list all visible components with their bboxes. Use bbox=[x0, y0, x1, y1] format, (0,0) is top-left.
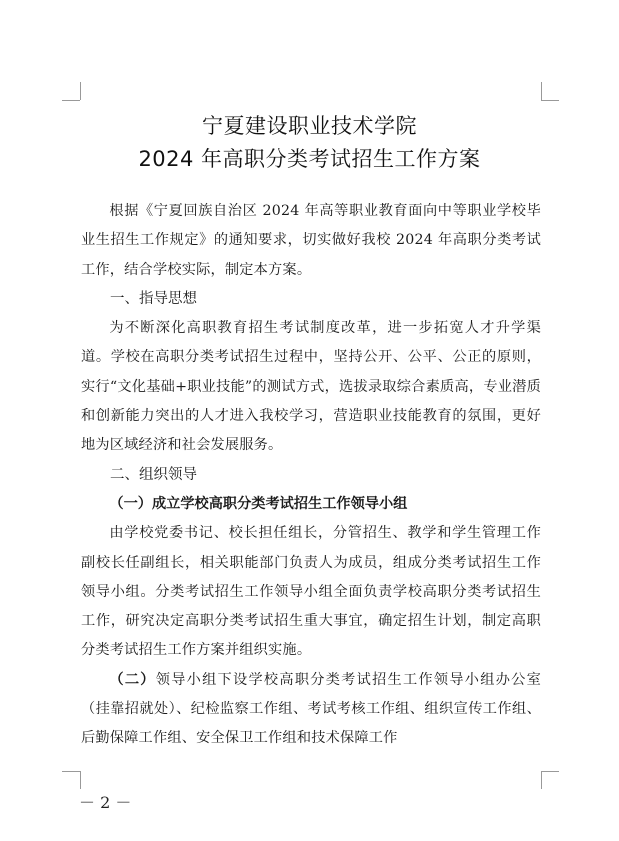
crop-mark-bottom-left-v bbox=[80, 771, 81, 789]
subsection-2-paragraph bbox=[81, 666, 541, 754]
document-subtitle: 2024 年高职分类考试招生工作方案 bbox=[138, 147, 481, 171]
section-heading-2: 二、组织领导 bbox=[110, 466, 197, 483]
crop-mark-top-right bbox=[541, 100, 559, 101]
section-1-paragraph: 为不断深化高职教育招生考试制度改革，进一步拓宽人才升学渠道。学校在高职分类考试招生过程中，坚持公开、公平、公正的原则，实行“文化基础+职业技能”的测试方式，选拔录取综合素质高，专业潜质和创新能力突出的人才进入我校学习，营造职业技能教育的氛围，更好地为区域经济和社会发展服务。 bbox=[81, 320, 541, 454]
subsection-heading-1: （一）成立学校高职分类考试招生工作领导小组 bbox=[109, 495, 408, 512]
crop-mark-top-left bbox=[62, 100, 80, 101]
subsection-2-text: 领导小组下设学校高职分类考试招生工作领导小组办公室（挂靠招就处）、纪检监察工作组、考试考核工作组、组织宣传工作组、后勤保障工作组、安全保卫工作组和技术保障工作 bbox=[81, 671, 541, 747]
document-body bbox=[81, 197, 541, 754]
crop-mark-top-left-v bbox=[80, 82, 81, 100]
crop-mark-bottom-right-v bbox=[541, 771, 542, 789]
section-heading-1: 一、指导思想 bbox=[110, 290, 197, 307]
subsection-2-label: （二） bbox=[109, 671, 156, 688]
document-title: 宁夏建设职业技术学院 bbox=[202, 114, 417, 138]
page-number: － 2 － bbox=[79, 793, 132, 812]
crop-mark-top-right-v bbox=[541, 82, 542, 100]
crop-mark-bottom-left bbox=[62, 771, 80, 772]
subsection-1-paragraph: 由学校党委书记、校长担任组长，分管招生、教学和学生管理工作副校长任副组长，相关职能部门负责人为成员，组成分类考试招生工作领导小组。分类考试招生工作领导小组全面负责学校高职分类考试招生工作，研究决定高职分类考试招生重大事宜，确定招生计划，制定高职分类考试招生工作方案并组织实施。 bbox=[81, 525, 541, 659]
intro-paragraph: 根据《宁夏回族自治区 2024 年高等职业教育面向中等职业学校毕业生招生工作规定》的通知要求，切实做好我校 2024 年高职分类考试工作，结合学校实际，制定本方案。 bbox=[81, 203, 541, 278]
crop-mark-bottom-right bbox=[541, 771, 559, 772]
